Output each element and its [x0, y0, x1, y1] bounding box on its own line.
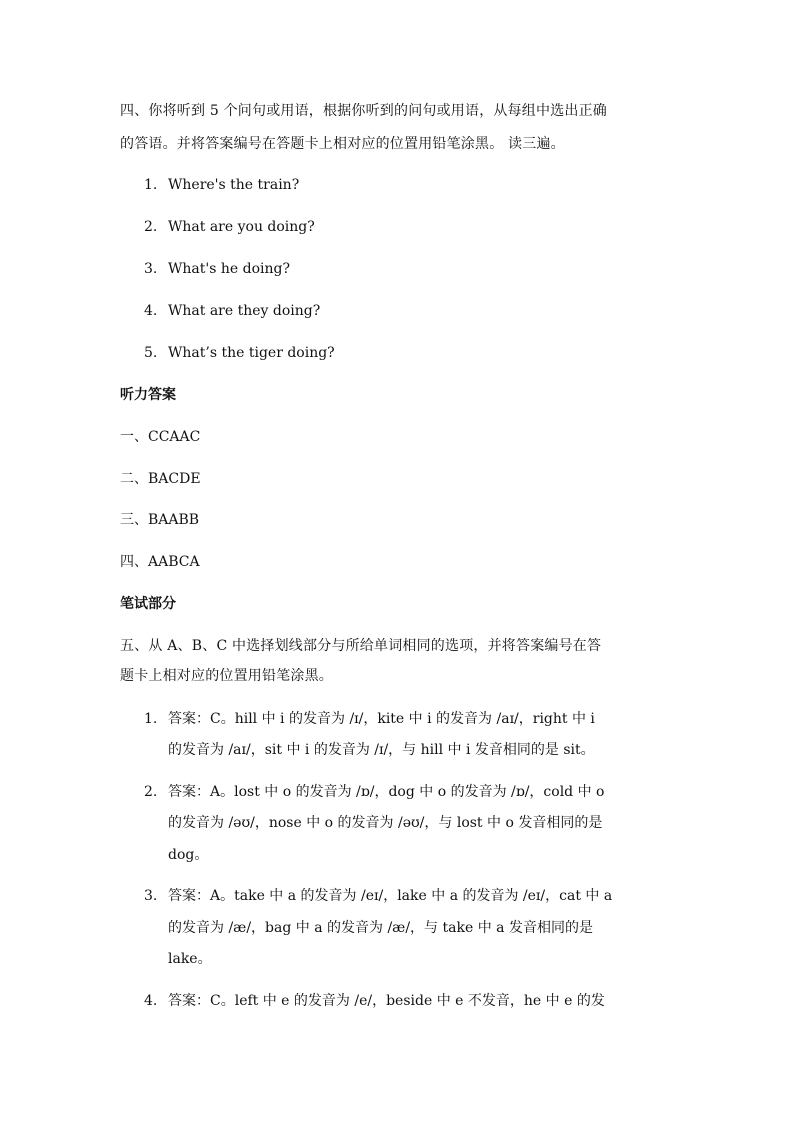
answer-text: 的发音为 /æ/，bag 中 a 的发音为 /æ/，与 take 中 a 发音相同的是 [168, 920, 593, 936]
written-section-heading: 笔试部分 [120, 596, 176, 612]
answer-text: 答案：A。take 中 a 的发音为 /eɪ/，lake 中 a 的发音为 /eɪ/，cat 中 a [168, 888, 613, 904]
listening-answers-heading: 听力答案 [120, 387, 176, 403]
section5-intro-line2: 题卡上相对应的位置用铅笔涂黑。 [120, 668, 333, 684]
item-number: 3. [144, 888, 158, 904]
list-item [144, 301, 320, 321]
list-item [144, 259, 290, 279]
item-number: 2. [144, 784, 158, 800]
answer-item [144, 782, 604, 802]
item-number: 1. [144, 711, 158, 727]
answer-text: 的发音为 /aɪ/，sit 中 i 的发音为 /ɪ/，与 hill 中 i 发音相同的是 sit。 [168, 742, 595, 758]
item-number: 4. [144, 303, 158, 319]
item-number: 1. [144, 177, 158, 193]
item-number: 2. [144, 219, 158, 235]
item-text: Where's the train? [168, 177, 300, 193]
list-item [144, 175, 299, 195]
answer-line: 二、BACDE [120, 471, 201, 487]
list-item [144, 217, 315, 237]
answer-line: 四、AABCA [120, 554, 200, 570]
section4-intro-line2: 的答语。并将答案编号在答题卡上相对应的位置用铅笔涂黑。 读三遍。 [120, 136, 565, 152]
answer-text: 答案：C。left 中 e 的发音为 /e/，beside 中 e 不发音，he 中 e 的发 [168, 993, 605, 1009]
item-number: 5. [144, 345, 158, 361]
answer-line: 三、BAABB [120, 512, 200, 528]
answer-text: 的发音为 /əʊ/，nose 中 o 的发音为 /əʊ/，与 lost 中 o 发音相同的是 [168, 815, 603, 831]
answer-text: 答案：A。lost 中 o 的发音为 /ɒ/，dog 中 o 的发音为 /ɒ/，cold 中 o [168, 784, 605, 800]
section4-intro-line1: 四、你将听到 5 个问句或用语，根据你听到的问句或用语，从每组中选出正确 [120, 103, 608, 119]
answer-item [144, 709, 595, 729]
answer-text: dog。 [168, 847, 209, 863]
answer-item [144, 991, 605, 1011]
item-text: What's he doing? [168, 261, 290, 277]
answer-text: 答案：C。hill 中 i 的发音为 /ɪ/，kite 中 i 的发音为 /aɪ/，right 中 i [168, 711, 595, 727]
item-number: 3. [144, 261, 158, 277]
answer-text: lake。 [168, 951, 212, 967]
item-number: 4. [144, 993, 158, 1009]
answer-line: 一、CCAAC [120, 429, 201, 445]
item-text: What are they doing? [168, 303, 321, 319]
item-text: What’s the tiger doing? [168, 345, 335, 361]
list-item [144, 343, 335, 363]
answer-item [144, 886, 612, 906]
item-text: What are you doing? [168, 219, 315, 235]
section5-intro-line1: 五、从 A、B、C 中选择划线部分与所给单词相同的选项，并将答案编号在答 [120, 638, 602, 654]
